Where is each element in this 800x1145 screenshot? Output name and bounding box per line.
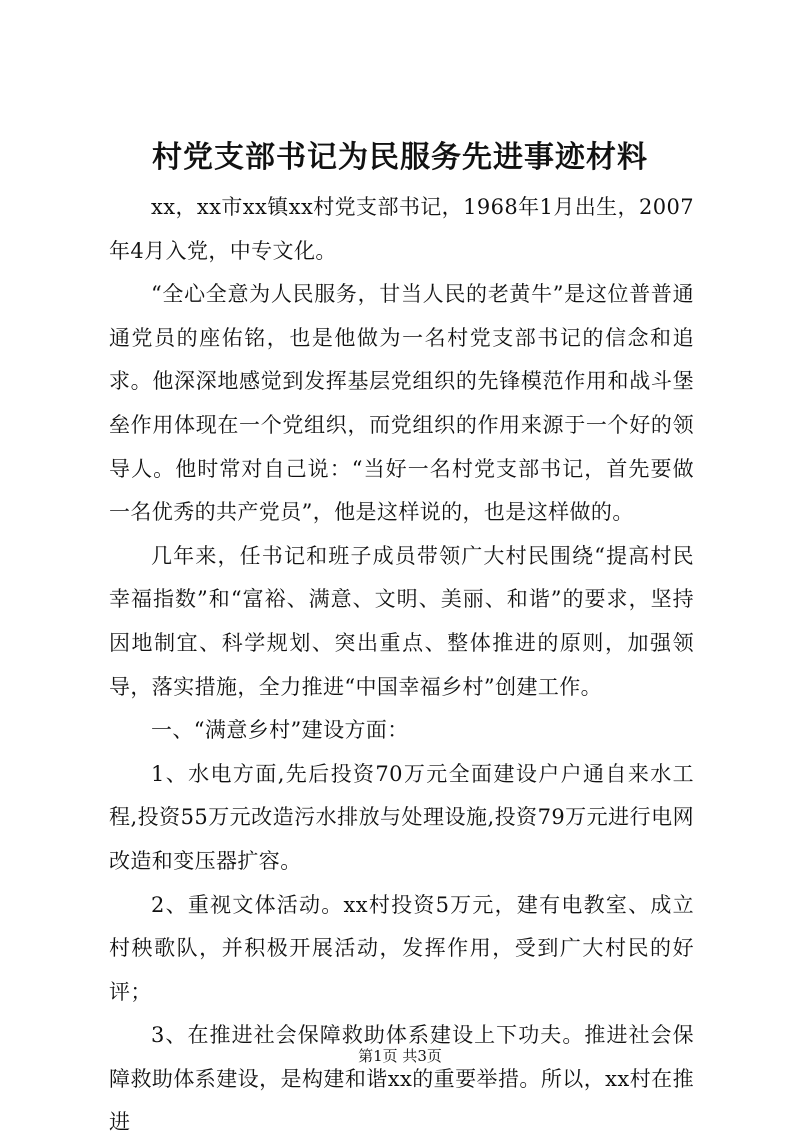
paragraph-motto: “全心全意为人民服务，甘当人民的老黄牛”是这位普普通通党员的座佑铭，也是他做为一名村党支部书记的信念和追求。他深深地感觉到发挥基层党组织的先锋模范作用和战斗堡垒作用体现在一个党组织，而党组织的作用来源于一个好的领导人。他时常对自己说：“当好一名村党支部书记，首先要做一名优秀的共产党员”，他是这样说的，也是这样做的。 xyxy=(109,282,694,525)
section-heading: 一、“满意乡村”建设方面： xyxy=(151,718,409,743)
paragraph-achievements: 几年来，任书记和班子成员带领广大村民围绕“提高村民幸福指数”和“富裕、满意、文明、美丽、和谐”的要求，坚持因地制宜、科学规划、突出重点、整体推进的原则，加强领导，落实措施，全力推进“中国幸福乡村”创建工作。 xyxy=(109,543,694,699)
paragraph-item-2: 2、重视文体活动。xx村投资5万元，建有电教室、成立村秧歌队，并积极开展活动，发挥作用，受到广大村民的好评； xyxy=(109,892,694,1004)
document-body xyxy=(109,186,694,1145)
paragraph-intro: xx，xx市xx镇xx村党支部书记，1968年1月出生，2007年4月入党，中专文化。 xyxy=(109,195,694,263)
paragraph-item-3: 3、在推进社会保障救助体系建设上下功夫。推进社会保障救助体系建设，是构建和谐xx的重要举措。所以，xx村在推进 xyxy=(109,1023,694,1135)
page-footer: 第1页 共3页 xyxy=(358,1047,442,1065)
paragraph-item-1: 1、水电方面,先后投资70万元全面建设户户通自来水工程,投资55万元改造污水排放与处理设施,投资79万元进行电网改造和变压器扩容。 xyxy=(109,761,694,873)
document-title: 村党支部书记为民服务先进事迹材料 xyxy=(152,140,648,175)
